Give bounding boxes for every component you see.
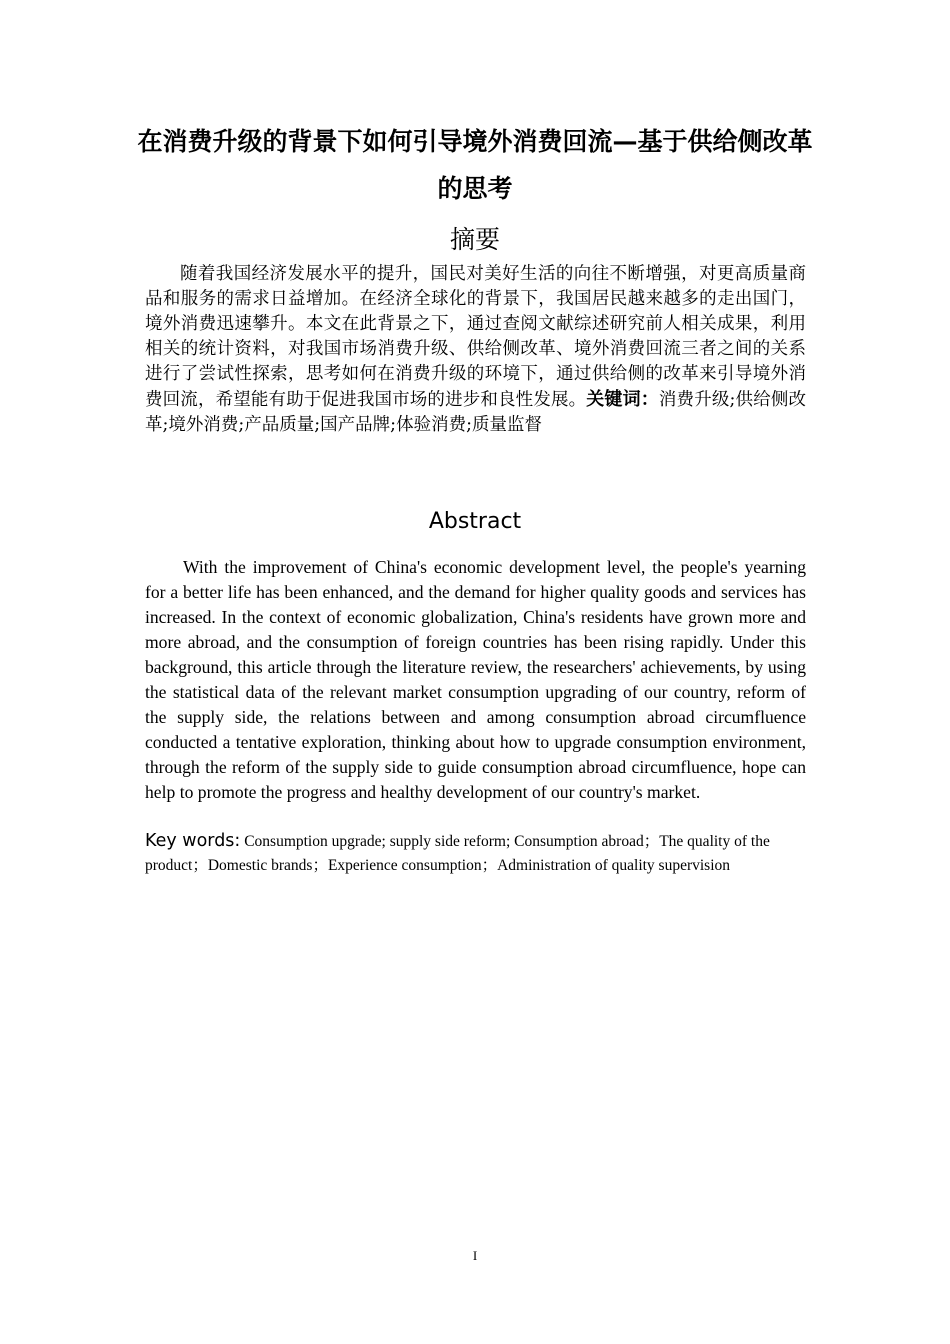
abstract-body-chinese	[145, 262, 806, 438]
abstract-heading-english: Abstract	[428, 509, 522, 534]
keywords-english	[145, 829, 806, 878]
abstract-body-english: With the improvement of China's economic development level, the people's yearning for a better life has been enhanced, and the demand for higher quality goods and services has increased. In the context of economic globalization, China's residents have grown more and more abroad, and the consumption of foreign countries has been rising rapidly. Under this background, this article through the literature review, the researchers' achievements, by using the statistical data of the relevant market consumption upgrading of our country, reform of the supply side, the relations between and among consumption abroad circumfluence conducted a tentative exploration, thinking about how to upgrade consumption environment, through the reform of the supply side to guide consumption abroad circumfluence, hope can help to promote the progress and healthy development of our country's market.	[145, 557, 806, 802]
abstract-text-chinese: 随着我国经济发展水平的提升，国民对美好生活的向往不断增强，对更高质量商品和服务的需求日益增加。在经济全球化的背景下，我国居民越来越多的走出国门，境外消费迅速攀升。本文在此背景之下，通过查阅文献综述研究前人相关成果，利用相关的统计资料，对我国市场消费升级、供给侧改革、境外消费回流三者之间的关系进行了尝试性探索，思考如何在消费升级的环境下，通过供给侧的改革来引导境外消费回流，希望能有助于促进我国市场的进步和良性发展。	[145, 264, 806, 410]
document-title: 在消费升级的背景下如何引导境外消费回流—基于供给侧改革的思考	[137, 127, 813, 203]
keywords-label-english: Key words:	[145, 831, 241, 851]
abstract-heading-chinese: 摘要	[449, 225, 500, 254]
keywords-chinese: 消费升级;供给侧改革;境外消费;产品质量;国产品牌;体验消费;质量监督	[145, 390, 806, 435]
page-number: I	[472, 1248, 478, 1263]
keywords-label-chinese: 关键词：	[586, 389, 659, 410]
keywords-list-english: Consumption upgrade; supply side reform; Consumption abroad；The quality of the product；Domestic brands；Experience consumption；Administration of quality supervision	[145, 833, 770, 874]
